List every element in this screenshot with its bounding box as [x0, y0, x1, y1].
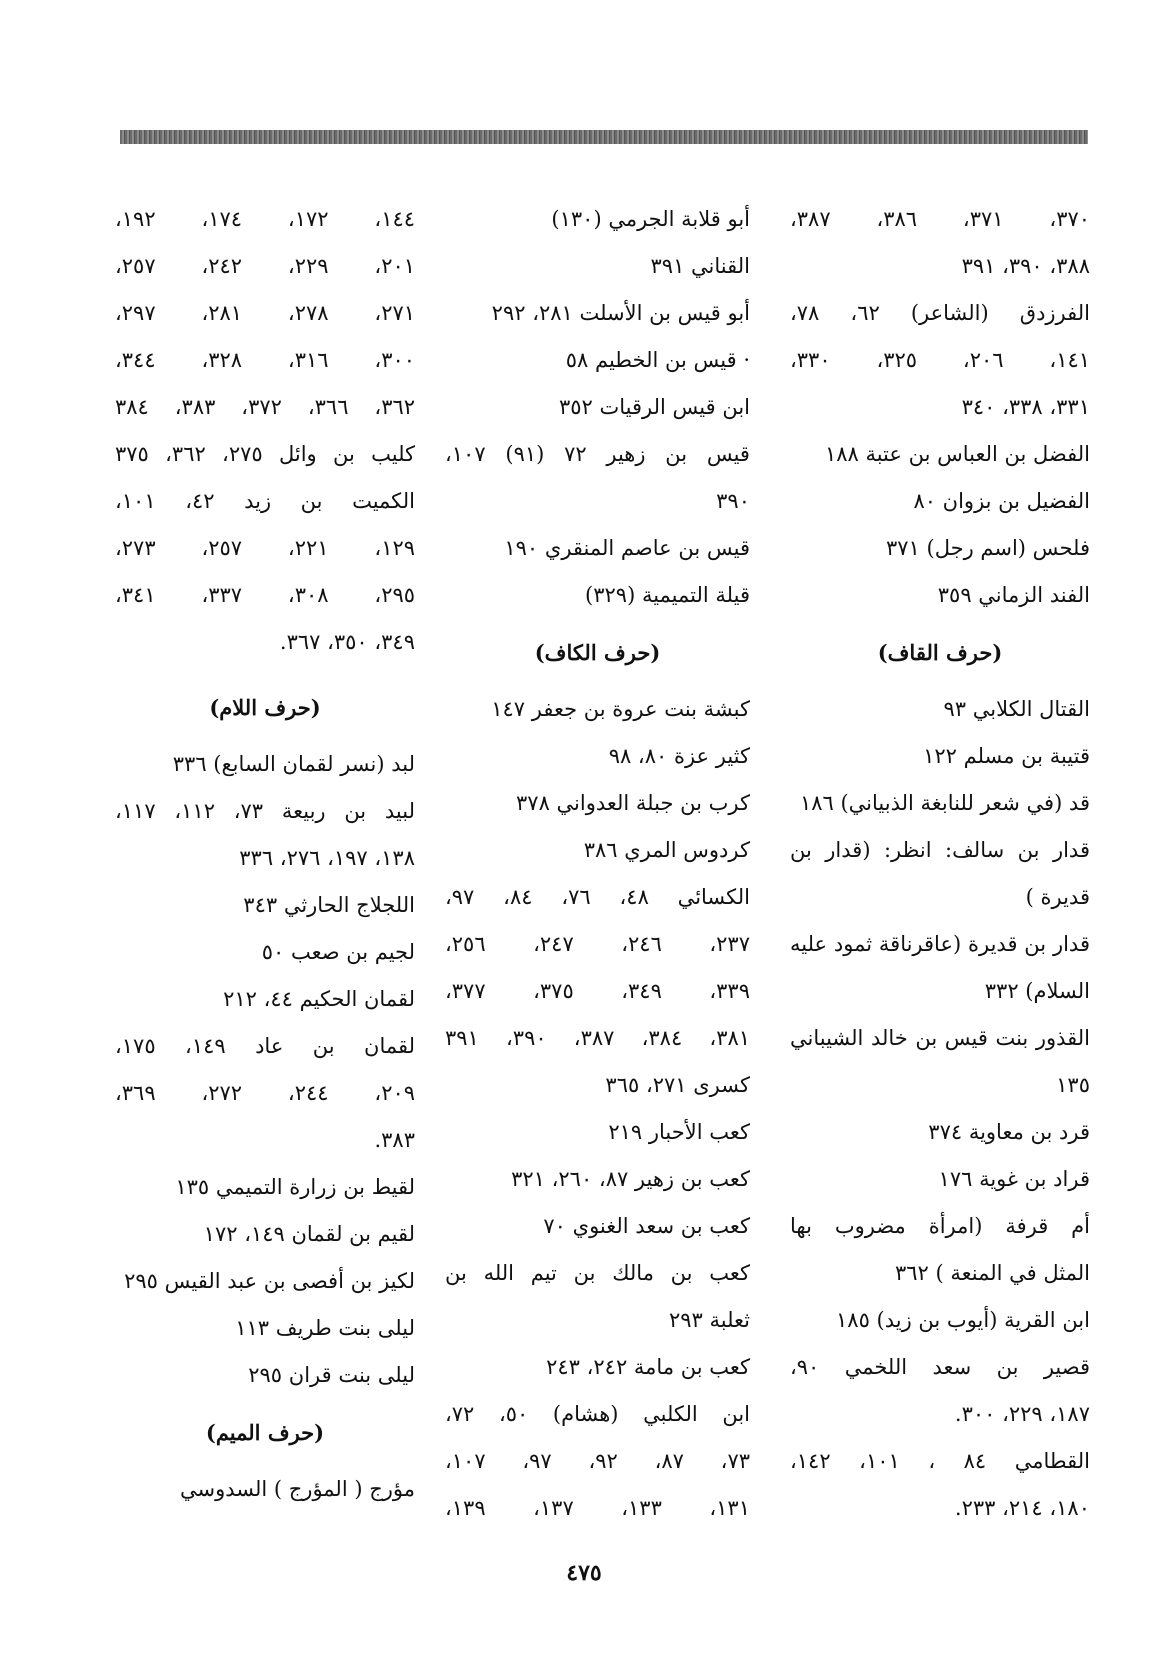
index-entry-line: لقمان الحكيم ٤٤، ٢١٢ [223, 987, 415, 1011]
index-entry-line: قيلة التميمية (٣٢٩) [585, 583, 750, 607]
header-rule [120, 130, 1088, 144]
index-entry-line: ١٢٩، ٢٢١، ٢٥٧، ٢٧٣، [115, 536, 415, 560]
section-heading: (حرف القاف) [877, 640, 1003, 665]
index-entry-line: ١٤٤، ١٧٢، ١٧٤، ١٩٢، [115, 207, 415, 231]
index-entry-line: كبشة بنت عروة بن جعفر ١٤٧ [491, 697, 750, 721]
index-entry-line: ٢٠١، ٢٢٩، ٢٤٢، ٢٥٧، [115, 254, 415, 278]
index-entry-line: ٣٨٨، ٣٩٠، ٣٩١ [961, 254, 1090, 278]
index-entry-line: ٣٤٩، ٣٥٠، ٣٦٧. [279, 630, 415, 654]
index-entry-line: قدار بن سالف: انظر: (قدار بن [790, 838, 1090, 862]
index-entry-line: لبد (نسر لقمان السابع) ٣٣٦ [172, 752, 415, 776]
index-entry-line: لكيز بن أفصى بن عبد القيس ٢٩٥ [124, 1269, 415, 1293]
index-entry-line: كثير عزة ٨٠، ٩٨ [608, 744, 750, 768]
index-entry-line: الكميت بن زيد ٤٢، ١٠١، [115, 489, 415, 513]
index-entry-line: ثعلبة ٢٩٣ [668, 1308, 750, 1332]
index-entry-line: قيس بن زهير ٧٢ (٩١) ١٠٧، [445, 442, 750, 466]
index-entry-line: قدار بن قديرة (عاقرناقة ثمود عليه [790, 932, 1090, 956]
index-entry-line: ٣٦٢، ٣٦٦، ٣٧٢، ٣٨٣، ٣٨٤ [115, 395, 415, 419]
index-column-right [790, 196, 1090, 1532]
index-entry-line: قصير بن سعد اللخمي ٩٠، [790, 1355, 1090, 1379]
index-entry-line: ٢٣٧، ٢٤٦، ٢٤٧، ٢٥٦، [445, 932, 750, 956]
index-entry-line: كعب بن سعد الغنوي ٧٠ [543, 1214, 750, 1238]
section-heading: (حرف الميم) [205, 1420, 325, 1445]
index-entry-line: كردوس المري ٣٨٦ [583, 838, 750, 862]
index-entry-line: السلام) ٣٣٢ [984, 979, 1090, 1003]
section-heading: (حرف اللام) [209, 695, 321, 720]
index-entry-line: أبو قلابة الجرمي (١٣٠) [551, 207, 750, 231]
index-entry-line: القناني ٣٩١ [650, 254, 750, 278]
index-entry-line: ٣٩٠ [716, 489, 750, 513]
index-entry-line: قديرة ) [1025, 885, 1090, 909]
index-entry-line: ١٣١، ١٣٣، ١٣٧، ١٣٩، [445, 1496, 750, 1520]
index-entry-line: ١٣٥ [1056, 1073, 1090, 1097]
index-entry-line: لجيم بن صعب ٥٠ [261, 940, 415, 964]
index-entry-line: ٢٧١، ٢٧٨، ٢٨١، ٢٩٧، [115, 301, 415, 325]
index-entry-line: ليلى بنت طريف ١١٣ [235, 1316, 415, 1340]
index-entry-line: ابن الكلبي (هشام) ٥٠، ٧٢، [445, 1402, 750, 1426]
index-entry-line: الفضيل بن بزوان ٨٠ [913, 489, 1090, 513]
index-entry-line: ابن القرية (أيوب بن زيد) ١٨٥ [836, 1308, 1090, 1332]
index-entry-line: ٣٨١، ٣٨٤، ٣٨٧، ٣٩٠، ٣٩١ [445, 1026, 750, 1050]
section-heading: (حرف الكاف) [534, 640, 661, 665]
index-entry-line: القطامي ٨٤ ، ١٠١، ١٤٢، [790, 1449, 1090, 1473]
index-entry-line: مؤرج ( المؤرج ) السدوسي [179, 1477, 415, 1501]
index-entry-line: ١٨٠، ٢١٤، ٢٣٣. [954, 1496, 1090, 1520]
index-entry-line: ليلى بنت قران ٢٩٥ [248, 1363, 415, 1387]
index-entry-line: الفند الزماني ٣٥٩ [937, 583, 1090, 607]
index-entry-line: ٢٠٩، ٢٤٤، ٢٧٢، ٣٦٩، [115, 1081, 415, 1105]
index-entry-line: المثل في المنعة ) ٣٦٢ [895, 1261, 1090, 1285]
index-entry-line: لبيد بن ربيعة ٧٣، ١١٢، ١١٧، [115, 799, 415, 823]
index-entry-line: القذور بنت قيس بن خالد الشيباني [790, 1026, 1090, 1050]
index-entry-line: أم قرفة (امرأة مضروب بها [790, 1214, 1090, 1238]
index-entry-line: قد (في شعر للنابغة الذبياني) ١٨٦ [799, 791, 1090, 815]
index-entry-line: ٣٣٩، ٣٤٩، ٣٧٥، ٣٧٧، [445, 979, 750, 1003]
index-entry-line: لقيم بن لقمان ١٤٩، ١٧٢ [203, 1222, 415, 1246]
index-entry-line: كعب بن مامة ٢٤٢، ٢٤٣ [546, 1355, 750, 1379]
index-entry-line: اللجلاج الحارثي ٣٤٣ [243, 893, 415, 917]
index-entry-line: قيس بن عاصم المنقري ١٩٠ [504, 536, 750, 560]
index-entry-line: كعب بن زهير ٨٧، ٢٦٠، ٣٢١ [511, 1167, 750, 1191]
index-entry-line: ابن قيس الرقيات ٣٥٢ [558, 395, 750, 419]
index-entry-line: ٣٣١، ٣٣٨، ٣٤٠ [961, 395, 1090, 419]
index-entry-line: قتيبة بن مسلم ١٢٢ [923, 744, 1090, 768]
index-entry-line: أبو قيس بن الأسلت ٢٨١، ٢٩٢ [491, 301, 750, 325]
index-entry-line: كعب الأحبار ٢١٩ [608, 1120, 750, 1144]
index-entry-line: لقمان بن عاد ١٤٩، ١٧٥، [115, 1034, 415, 1058]
index-entry-line: فلحس (اسم رجل) ٣٧١ [885, 536, 1090, 560]
index-entry-line: كرب بن جبلة العدواني ٣٧٨ [516, 791, 750, 815]
index-column-left [115, 196, 415, 1513]
index-entry-line: ٧٣، ٨٧، ٩٢، ٩٧، ١٠٧، [445, 1449, 750, 1473]
index-entry-line: ٣٠٠، ٣١٦، ٣٢٨، ٣٤٤، [115, 348, 415, 372]
index-entry-line: كليب بن وائل ٢٧٥، ٣٦٢، ٣٧٥ [115, 442, 415, 466]
index-column-middle [445, 196, 750, 1532]
index-entry-line: ١٨٧، ٢٢٩، ٣٠٠. [954, 1402, 1090, 1426]
index-entry-line: ٢٩٥، ٣٠٨، ٣٣٧، ٣٤١، [115, 583, 415, 607]
index-entry-line: الكسائي ٤٨، ٧٦، ٨٤، ٩٧، [445, 885, 750, 909]
index-entry-line: قرد بن معاوية ٣٧٤ [928, 1120, 1090, 1144]
index-entry-line: ١٤١، ٢٠٦، ٣٢٥، ٣٣٠، [790, 348, 1090, 372]
index-entry-line: كعب بن مالك بن تيم الله بن [445, 1261, 750, 1285]
index-entry-line: · قيس بن الخطيم ٥٨ [565, 348, 750, 372]
index-entry-line: الفضل بن العباس بن عتبة ١٨٨ [824, 442, 1090, 466]
index-entry-line: قراد بن غوية ١٧٦ [938, 1167, 1090, 1191]
index-entry-line: القتال الكلابي ٩٣ [943, 697, 1090, 721]
index-entry-line: الفرزدق (الشاعر) ٦٢، ٧٨، [790, 301, 1090, 325]
index-entry-line: ٣٨٣. [374, 1128, 415, 1152]
index-entry-line: ٣٧٠، ٣٧١، ٣٨٦، ٣٨٧، [790, 207, 1090, 231]
index-entry-line: لقيط بن زرارة التميمي ١٣٥ [175, 1175, 415, 1199]
page-number: ٤٧٥ [566, 1560, 602, 1586]
index-entry-line: ١٣٨، ١٩٧، ٢٧٦، ٣٣٦ [239, 846, 415, 870]
index-entry-line: كسرى ٢٧١، ٣٦٥ [605, 1073, 750, 1097]
